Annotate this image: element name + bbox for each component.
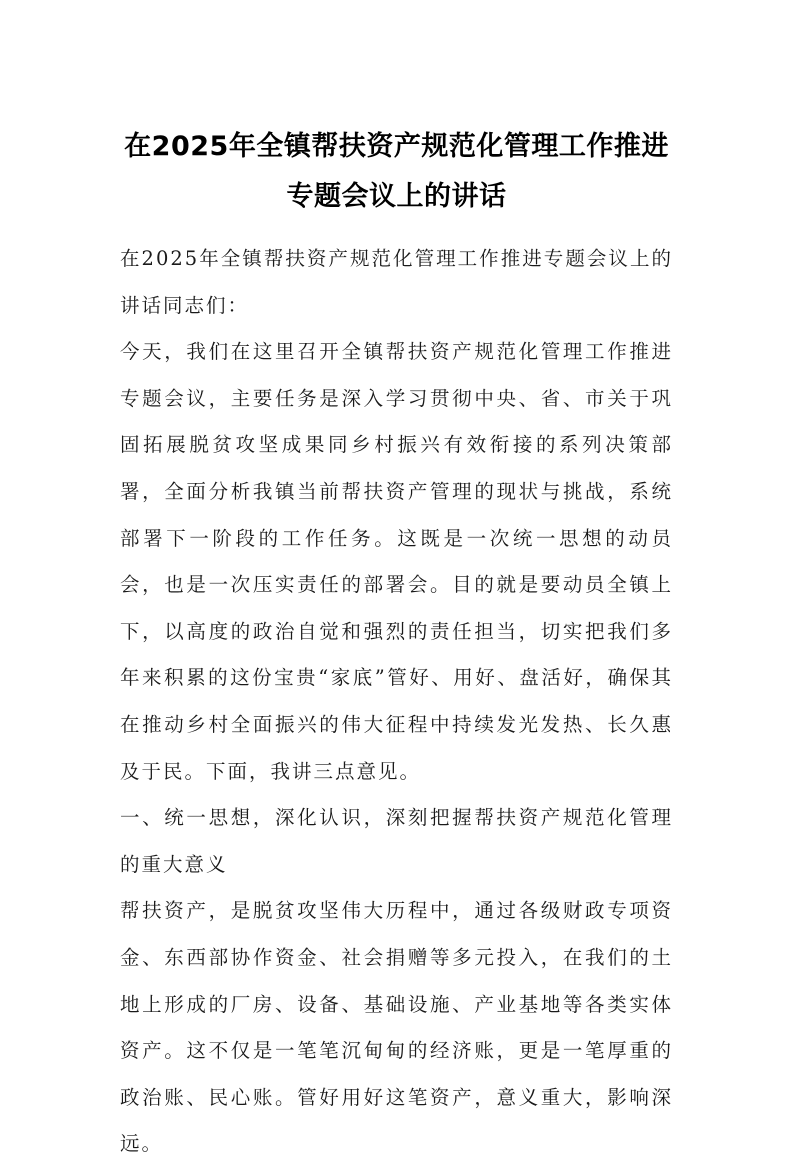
paragraph-opening: 在2025年全镇帮扶资产规范化管理工作推进专题会议上的讲话同志们： [120,247,673,317]
document-title: 在2025年全镇帮扶资产规范化管理工作推进专题会议上的讲话 [124,131,669,212]
document-body [120,236,673,1168]
paragraph-section-1: 帮扶资产，是脱贫攻坚伟大历程中，通过各级财政专项资金、东西部协作资金、社会捐赠等多元投入，在我们的土地上形成的厂房、设备、基础设施、产业基地等各类实体资产。这不仅是一笔笔沉甸甸的经济账，更是一笔厚重的政治账、民心账。管好用好这笔资产，意义重大，影响深远。 [120,899,673,1156]
paragraph-introduction: 今天，我们在这里召开全镇帮扶资产规范化管理工作推进专题会议，主要任务是深入学习贯彻中央、省、市关于巩固拓展脱贫攻坚成果同乡村振兴有效衔接的系列决策部署，全面分析我镇当前帮扶资产管理的现状与挑战，系统部署下一阶段的工作任务。这既是一次统一思想的动员会，也是一次压实责任的部署会。目的就是要动员全镇上下，以高度的政治自觉和强烈的责任担当，切实把我们多年来积累的这份宝贵“家底”管好、用好、盘活好，确保其在推动乡村全面振兴的伟大征程中持续发光发热、长久惠及于民。下面，我讲三点意见。 [120,340,673,783]
section-heading-1: 一、统一思想，深化认识，深刻把握帮扶资产规范化管理的重大意义 [120,806,673,876]
